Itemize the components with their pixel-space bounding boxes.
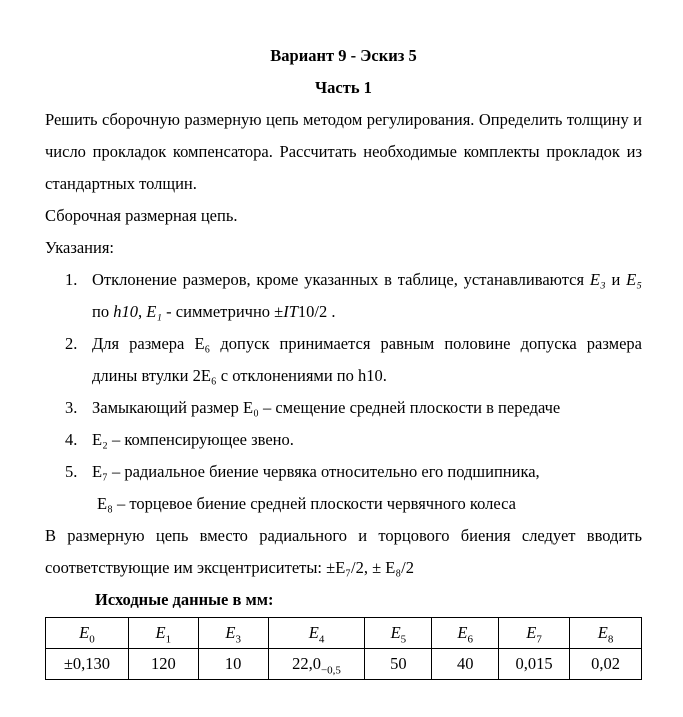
value-cell-e5: 50 bbox=[365, 649, 432, 680]
value-cell-e0: ±0,130 bbox=[46, 649, 129, 680]
item-text-segment: - симметрично ± bbox=[162, 302, 284, 321]
item-text: Замыкающий размер E₀ – смещение средней плоскости в передаче bbox=[92, 398, 561, 417]
item-text-segment: , bbox=[137, 302, 147, 321]
table-caption: Исходные данные в мм: bbox=[95, 590, 274, 609]
item-text-segment: 10/2 . bbox=[297, 302, 336, 321]
header-symbol: E bbox=[597, 623, 608, 642]
header-cell-e3 bbox=[198, 618, 268, 649]
math-segment: E₃ bbox=[589, 270, 606, 289]
item-number: 1. bbox=[65, 270, 78, 289]
math-segment: E₁ bbox=[146, 302, 163, 321]
value-tolerance: −0,5 bbox=[320, 664, 341, 677]
header-symbol: E bbox=[526, 623, 537, 642]
instruction-item-1 bbox=[45, 264, 642, 328]
item-number: 2. bbox=[65, 334, 78, 353]
value-main: 22,0 bbox=[292, 654, 321, 673]
table-header-row bbox=[46, 618, 642, 649]
notes-heading: Указания: bbox=[45, 238, 114, 257]
part-heading: Часть 1 bbox=[315, 78, 372, 97]
header-symbol: E bbox=[308, 623, 319, 642]
item-number: 3. bbox=[65, 398, 78, 417]
item-text-segment: по bbox=[92, 302, 114, 321]
item-text: E₂ – компенсирующее звено. bbox=[92, 430, 294, 449]
value-cell-e8: 0,02 bbox=[570, 649, 642, 680]
instruction-item-5 bbox=[45, 456, 642, 520]
header-cell-e1 bbox=[128, 618, 198, 649]
header-cell-e5 bbox=[365, 618, 432, 649]
header-symbol: E bbox=[225, 623, 236, 642]
header-cell-e0 bbox=[46, 618, 129, 649]
closing-paragraph: В размерную цепь вместо радиального и торцового биения следует вводить соответствующие им эксцентриситеты: ±E₇/2, ± E₈/2 bbox=[45, 526, 642, 577]
item-number: 5. bbox=[65, 462, 78, 481]
instruction-item-2 bbox=[45, 328, 642, 392]
header-symbol: E bbox=[457, 623, 468, 642]
header-symbol: E bbox=[155, 623, 166, 642]
header-symbol: E bbox=[79, 623, 90, 642]
header-cell-e8 bbox=[570, 618, 642, 649]
header-subscript: 0 bbox=[89, 633, 95, 646]
header-subscript: 8 bbox=[607, 633, 614, 646]
item-text: Для размера E₆ допуск принимается равным половине допуска размера длины втулки 2E₆ с отклонениями по h10. bbox=[92, 334, 642, 385]
item-text: E₇ – радиальное биение червяка относительно его подшипника, bbox=[92, 462, 540, 481]
header-subscript: 5 bbox=[400, 633, 407, 646]
item-text-segment: и bbox=[605, 270, 627, 289]
value-cell-e3: 10 bbox=[198, 649, 268, 680]
math-segment: IT bbox=[283, 302, 298, 321]
instruction-item-3 bbox=[45, 392, 642, 424]
header-subscript: 6 bbox=[467, 633, 474, 646]
item-text-line2: E₈ – торцевое биение средней плоскости червячного колеса bbox=[97, 494, 516, 513]
header-cell-e6 bbox=[432, 618, 499, 649]
intro-paragraph: Решить сборочную размерную цепь методом регулирования. Определить толщину и число прокладок компенсатора. Рассчитать необходимые комплекты прокладок из стандартных толщин. bbox=[45, 110, 642, 193]
table-value-row bbox=[46, 649, 642, 680]
header-subscript: 3 bbox=[235, 633, 241, 646]
item-text-segment: Отклонение размеров, кроме указанных в таблице, устанавливаются bbox=[92, 270, 590, 289]
header-subscript: 7 bbox=[536, 633, 542, 646]
header-cell-e7 bbox=[499, 618, 570, 649]
header-symbol: E bbox=[390, 623, 401, 642]
chain-paragraph: Сборочная размерная цепь. bbox=[45, 206, 238, 225]
value-cell-e4 bbox=[268, 649, 365, 680]
header-subscript: 4 bbox=[318, 633, 325, 646]
header-cell-e4 bbox=[268, 618, 365, 649]
value-cell-e7: 0,015 bbox=[499, 649, 570, 680]
value-cell-e6: 40 bbox=[432, 649, 499, 680]
doc-title: Вариант 9 - Эскиз 5 bbox=[270, 46, 417, 65]
math-segment: E₅ bbox=[626, 270, 642, 289]
data-table bbox=[45, 617, 642, 680]
math-segment: h10 bbox=[113, 302, 138, 321]
instructions-list bbox=[45, 264, 642, 520]
item-number: 4. bbox=[65, 430, 78, 449]
header-subscript: 1 bbox=[165, 633, 172, 646]
instruction-item-4 bbox=[45, 424, 642, 456]
value-cell-e1: 120 bbox=[128, 649, 198, 680]
